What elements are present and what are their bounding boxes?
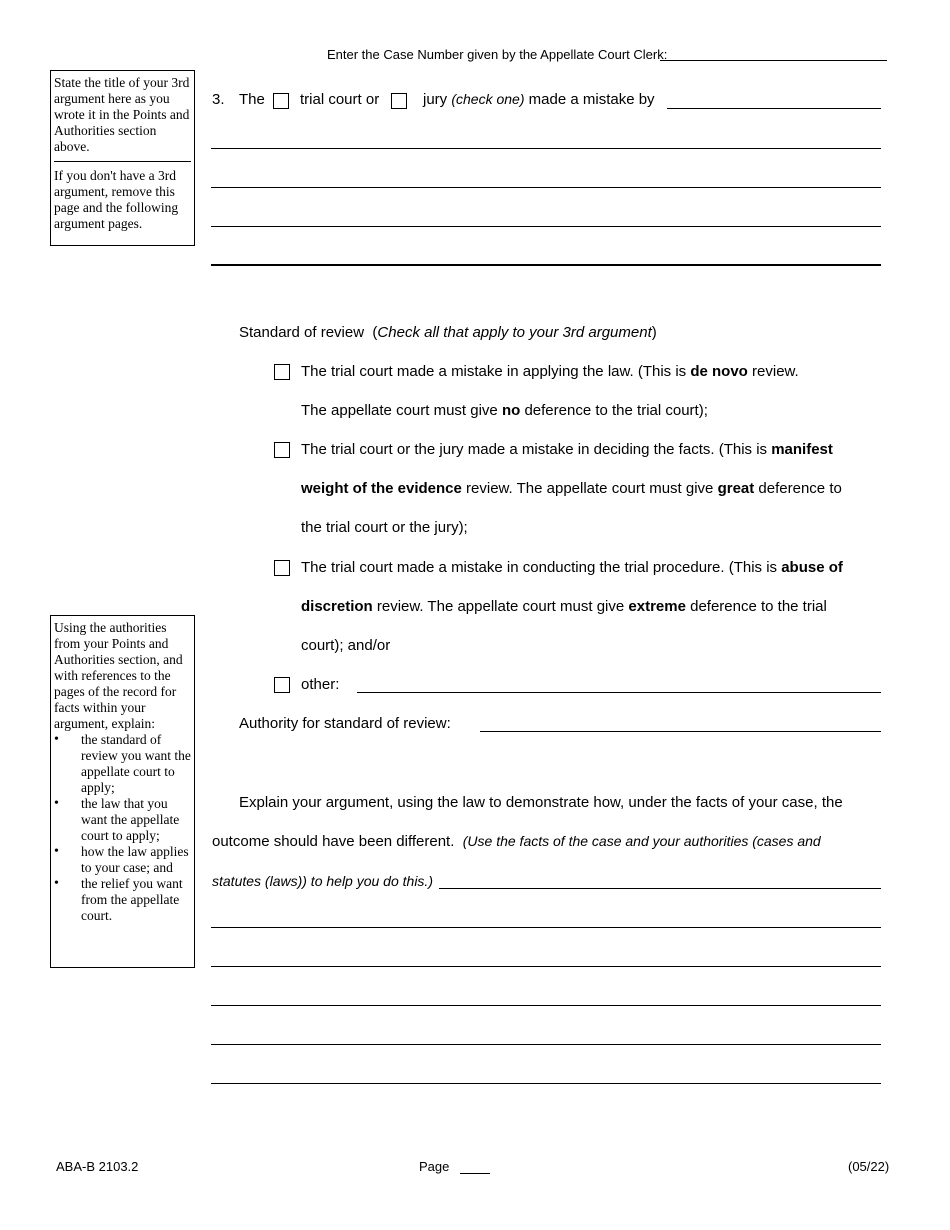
sidebar-guide-list <box>54 732 191 924</box>
de-novo-checkbox[interactable] <box>274 364 290 380</box>
manifest-weight-text-1: The trial court or the jury made a mistake in deciding the facts. (This is manifest <box>301 441 833 458</box>
trial-court-checkbox[interactable] <box>273 93 289 109</box>
sidebar-note-title: State the title of your 3rd argument here as you wrote it in the Points and Authorities section above. <box>54 75 190 154</box>
case-number-label: Enter the Case Number given by the Appellate Court Clerk: <box>327 47 668 62</box>
explain-text-2: outcome should have been different. (Use the facts of the case and your authorities (cases and <box>212 833 821 850</box>
de-novo-text-2: The appellate court must give no deference to the trial court); <box>301 402 708 419</box>
abuse-discretion-text-1: The trial court made a mistake in conducting the trial procedure. (This is abuse of <box>301 559 843 576</box>
trial-court-label: trial court or <box>300 91 380 108</box>
form-id: ABA-B 2103.2 <box>56 1159 139 1174</box>
manifest-weight-text-3: the trial court or the jury); <box>301 519 468 536</box>
page-number-field[interactable] <box>460 1173 490 1174</box>
explain-line-1[interactable] <box>439 888 881 889</box>
abuse-discretion-text-3: court); and/or <box>301 637 391 654</box>
mistake-line-4[interactable] <box>211 226 881 227</box>
other-line[interactable] <box>357 692 881 693</box>
mistake-line-3[interactable] <box>211 187 881 188</box>
list-item: • how the law applies to your case; and <box>54 844 191 876</box>
de-novo-text-1: The trial court made a mistake in applying the law. (This is de novo review. <box>301 363 799 380</box>
other-label: other: <box>301 676 340 693</box>
abuse-discretion-text-2: discretion review. The appellate court must give extreme deference to the trial <box>301 598 827 615</box>
explain-line-2[interactable] <box>211 927 881 928</box>
list-item: • the standard of review you want the appellate court to apply; <box>54 732 191 796</box>
argument-divider <box>211 264 881 266</box>
sidebar-guide-intro: Using the authorities from your Points and Authorities section, and with references to the pages of the record for facts within your argument, explain: <box>54 620 183 731</box>
authority-line[interactable] <box>480 731 881 732</box>
jury-checkbox[interactable] <box>391 93 407 109</box>
check-one-note: (check one) <box>451 91 525 107</box>
explain-line-6[interactable] <box>211 1083 881 1084</box>
abuse-discretion-checkbox[interactable] <box>274 560 290 576</box>
explain-text-1: Explain your argument, using the law to demonstrate how, under the facts of your case, the <box>239 794 843 811</box>
standard-heading: Standard of review (Check all that apply to your 3rd argument) <box>239 324 657 341</box>
list-item: • the relief you want from the appellate court. <box>54 876 191 924</box>
argument-number: 3. <box>212 91 225 108</box>
other-checkbox[interactable] <box>274 677 290 693</box>
revision-date: (05/22) <box>848 1159 890 1174</box>
explain-line-5[interactable] <box>211 1044 881 1045</box>
standard-heading-note: Check all that apply to your 3rd argument <box>377 324 652 341</box>
authority-label: Authority for standard of review: <box>239 715 451 732</box>
jury-label: jury (check one) made a mistake by <box>423 91 655 108</box>
list-item: • the law that you want the appellate court to apply; <box>54 796 191 844</box>
argument-the: The <box>239 91 265 108</box>
page-label: Page <box>419 1159 450 1174</box>
manifest-weight-text-2: weight of the evidence review. The appellate court must give great deference to <box>301 480 842 497</box>
manifest-weight-checkbox[interactable] <box>274 442 290 458</box>
sidebar-note-remove: If you don't have a 3rd argument, remove this page and the following argument pages. <box>54 161 191 238</box>
sidebar-instructions-box <box>50 70 195 246</box>
sidebar-argument-guide <box>50 615 195 968</box>
case-number-field[interactable] <box>660 60 887 61</box>
mistake-line-1[interactable] <box>667 108 881 109</box>
explain-text-3: statutes (laws)) to help you do this.) <box>212 873 433 889</box>
explain-line-3[interactable] <box>211 966 881 967</box>
explain-line-4[interactable] <box>211 1005 881 1006</box>
mistake-line-2[interactable] <box>211 148 881 149</box>
